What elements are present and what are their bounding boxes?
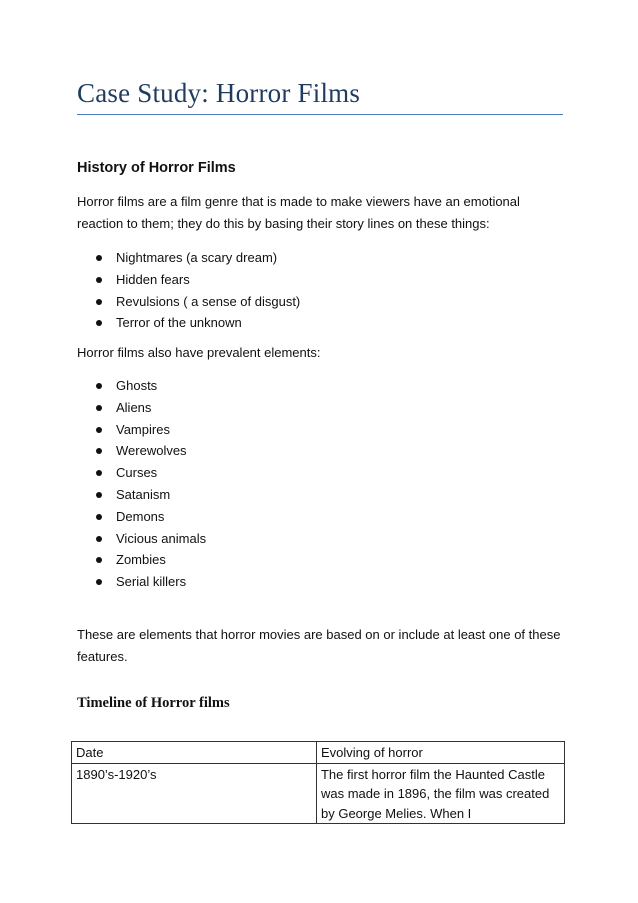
- list-item-label: Serial killers: [116, 574, 187, 590]
- list-item: [94, 528, 206, 550]
- elements-intro: Horror films also have prevalent elements:: [77, 345, 321, 360]
- list-item: [94, 419, 206, 441]
- list-item-label: Hidden fears: [116, 271, 190, 287]
- list-item-label: Demons: [116, 508, 165, 524]
- list-item: [94, 269, 300, 291]
- elements-list: [94, 375, 206, 593]
- timeline-heading: Timeline of Horror films: [77, 695, 230, 711]
- list-item: [94, 397, 206, 419]
- list-item: [94, 291, 300, 313]
- bullet-icon: [96, 579, 102, 585]
- closing-paragraph: These are elements that horror movies are based on or include at least one of these features.: [77, 627, 561, 664]
- bullet-icon: [96, 557, 102, 563]
- table-cell: 1890’s-1920’s: [72, 763, 317, 824]
- list-item-label: Satanism: [116, 486, 171, 502]
- bullet-icon: [96, 448, 102, 454]
- bullet-icon: [96, 277, 102, 283]
- list-item: [94, 506, 206, 528]
- list-item-label: Vampires: [116, 421, 170, 437]
- list-item-label: Curses: [116, 465, 158, 481]
- list-item-label: Aliens: [116, 399, 152, 415]
- bullet-icon: [96, 255, 102, 261]
- table-header-cell: Evolving of horror: [316, 742, 564, 764]
- bullet-icon: [96, 427, 102, 433]
- table-cell: The first horror film the Haunted Castle was made in 1896, the film was created by George Melies. When I: [316, 763, 564, 824]
- list-item: [94, 440, 206, 462]
- bullet-icon: [96, 299, 102, 305]
- title-underline: [77, 114, 563, 115]
- timeline-table: [71, 741, 565, 824]
- section-heading: History of Horror Films: [77, 160, 236, 176]
- list-item-label: Zombies: [116, 552, 166, 568]
- table-row: [72, 763, 565, 824]
- intro-paragraph: Horror films are a film genre that is made to make viewers have an emotional reaction to them; they do this by basing their story lines on these things:: [77, 194, 520, 231]
- list-item: [94, 247, 300, 269]
- list-item-label: Revulsions ( a sense of disgust): [116, 293, 301, 309]
- list-item: [94, 375, 206, 397]
- list-item: [94, 312, 300, 334]
- basis-list: [94, 247, 300, 334]
- list-item: [94, 549, 206, 571]
- bullet-icon: [96, 470, 102, 476]
- bullet-icon: [96, 492, 102, 498]
- list-item-label: Nightmares (a scary dream): [116, 250, 278, 265]
- bullet-icon: [96, 320, 102, 326]
- list-item: [94, 462, 206, 484]
- list-item-label: Ghosts: [116, 378, 158, 393]
- bullet-icon: [96, 405, 102, 411]
- table-header-row: [72, 742, 565, 764]
- list-item-label: Vicious animals: [116, 530, 207, 546]
- bullet-icon: [96, 514, 102, 520]
- list-item: [94, 484, 206, 506]
- list-item-label: Werewolves: [116, 443, 187, 459]
- bullet-icon: [96, 536, 102, 542]
- page-title: Case Study: Horror Films: [77, 78, 361, 108]
- list-item: [94, 571, 206, 593]
- bullet-icon: [96, 383, 102, 389]
- table-header-cell: Date: [72, 742, 317, 764]
- list-item-label: Terror of the unknown: [116, 315, 242, 331]
